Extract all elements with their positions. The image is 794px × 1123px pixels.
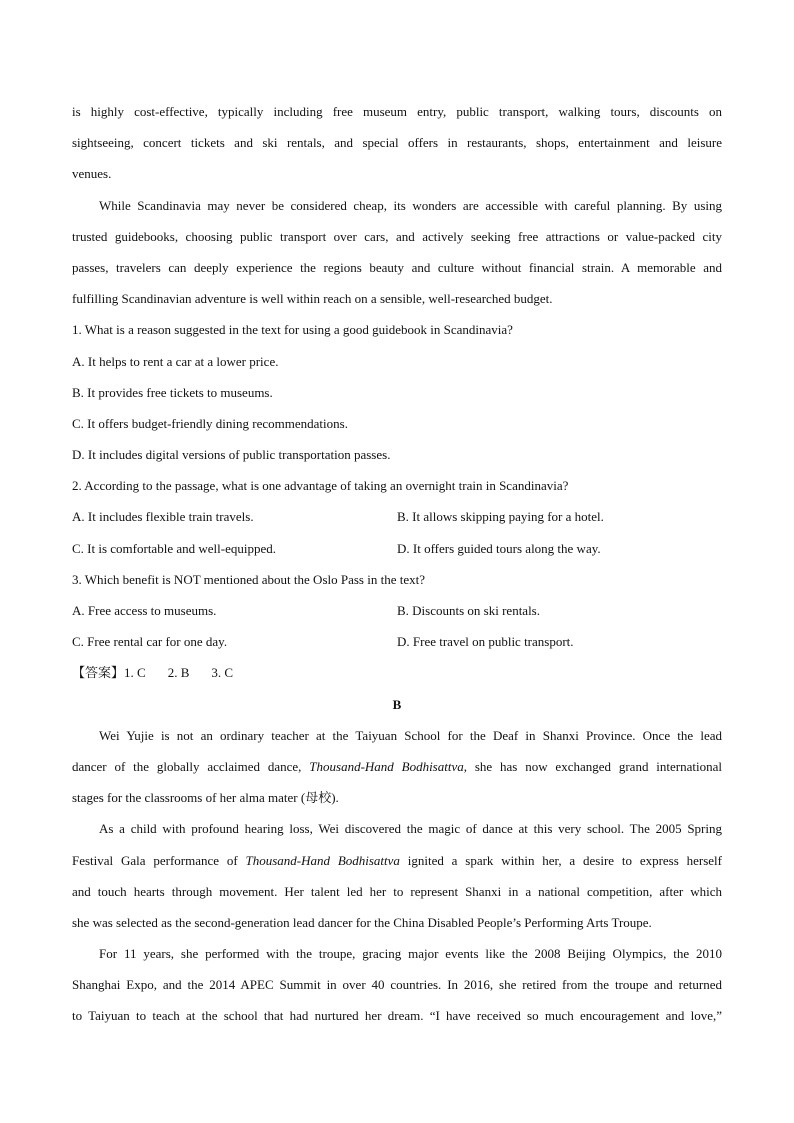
question-1-option-c: C. It offers budget-friendly dining recommendations. (72, 415, 348, 431)
passage-b-p3-line: For 11 years, she performed with the troupe, gracing major events like the 2008 Beijing Olympics, the 2010 (99, 946, 722, 962)
passage-a-conclusion-line: fulfilling Scandinavian adventure is well within reach on a sensible, well-researched budget. (72, 291, 553, 307)
question-3-option-c: C. Free rental car for one day. (72, 634, 228, 650)
question-1-option-a: A. It helps to rent a car at a lower price. (72, 353, 279, 369)
question-3-option-d: D. Free travel on public transport. (397, 634, 574, 650)
question-3-options-row (72, 595, 722, 626)
text-run: Festival Gala performance of (72, 852, 246, 868)
passage-b-p1-line: Wei Yujie is not an ordinary teacher at the Taiyuan School for the Deaf in Shanxi Province. Once the lead (99, 727, 722, 743)
passage-b-p3-line: Shanghai Expo, and the 2014 APEC Summit in over 40 countries. In 2016, she retired from the troupe and returned (72, 977, 722, 993)
passage-b-p2-line: she was selected as the second-generation lead dancer for the China Disabled People’s Performing Arts Troupe. (72, 914, 652, 930)
question-2-option-d: D. It offers guided tours along the way. (397, 540, 601, 556)
passage-a-conclusion-line: While Scandinavia may never be considered cheap, its wonders are accessible with careful planning. By using (99, 197, 722, 213)
passage-b-p2-line: and touch hearts through movement. Her talent led her to represent Shanxi in a national competition, after which (72, 883, 722, 899)
question-3-option-a: A. Free access to museums. (72, 603, 217, 618)
document-page (72, 96, 722, 1032)
passage-b-p1-line (72, 751, 722, 782)
question-2-option-a: A. It includes flexible train travels. (72, 509, 254, 525)
section-b-heading: B (392, 696, 402, 712)
question-3-option-b: B. Discounts on ski rentals. (397, 603, 540, 618)
passage-a-conclusion-line: passes, travelers can deeply experience the regions beauty and culture without financial strain. A memorable and (72, 259, 722, 275)
dance-title: Thousand-Hand Bodhisattva (245, 852, 400, 868)
answer-key (72, 657, 722, 688)
passage-b-p2-line: As a child with profound hearing loss, Wei discovered the magic of dance at this very school. The 2005 Spring (99, 821, 722, 837)
question-3-options-row (72, 626, 722, 657)
text-run: , she has now exchanged grand international (463, 758, 722, 774)
passage-a-line: venues. (72, 166, 112, 182)
passage-a-line: is highly cost-effective, typically including free museum entry, public transport, walking tours, discounts on (72, 104, 722, 119)
question-1-stem: 1. What is a reason suggested in the text for using a good guidebook in Scandinavia? (72, 322, 513, 338)
answer-item: 1. C (124, 665, 146, 681)
passage-b-p1-line: stages for the classrooms of her alma mater (母校). (72, 790, 339, 806)
answer-item: 2. B (167, 665, 190, 681)
question-2-option-c: C. It is comfortable and well-equipped. (72, 540, 276, 556)
question-2-options-row (72, 533, 722, 564)
question-1-option-b: B. It provides free tickets to museums. (72, 384, 273, 400)
question-3-stem: 3. Which benefit is NOT mentioned about the Oslo Pass in the text? (72, 571, 425, 587)
question-2-option-b: B. It allows skipping paying for a hotel. (397, 509, 604, 525)
question-1-option-d: D. It includes digital versions of public transportation passes. (72, 447, 391, 463)
question-2-options-row (72, 501, 722, 532)
question-2-stem: 2. According to the passage, what is one advantage of taking an overnight train in Scandinavia? (72, 478, 569, 494)
passage-a-conclusion-line: trusted guidebooks, choosing public transport over cars, and actively seeking free attractions or value-packed city (72, 228, 722, 244)
passage-b-p2-line (72, 845, 722, 876)
passage-a-line: sightseeing, concert tickets and ski rentals, and special offers in restaurants, shops, entertainment and leisure (72, 135, 722, 151)
dance-title: Thousand-Hand Bodhisattva (309, 758, 464, 774)
answer-label: 【答案】 (72, 665, 125, 681)
text-run: ignited a spark within her, a desire to express herself (399, 852, 722, 868)
answer-item: 3. C (211, 665, 234, 681)
text-run: dancer of the globally acclaimed dance, (72, 758, 310, 774)
passage-b-p3-line: to Taiyuan to teach at the school that had nurtured her dream. “I have received so much encouragement and love,” (72, 1008, 722, 1024)
